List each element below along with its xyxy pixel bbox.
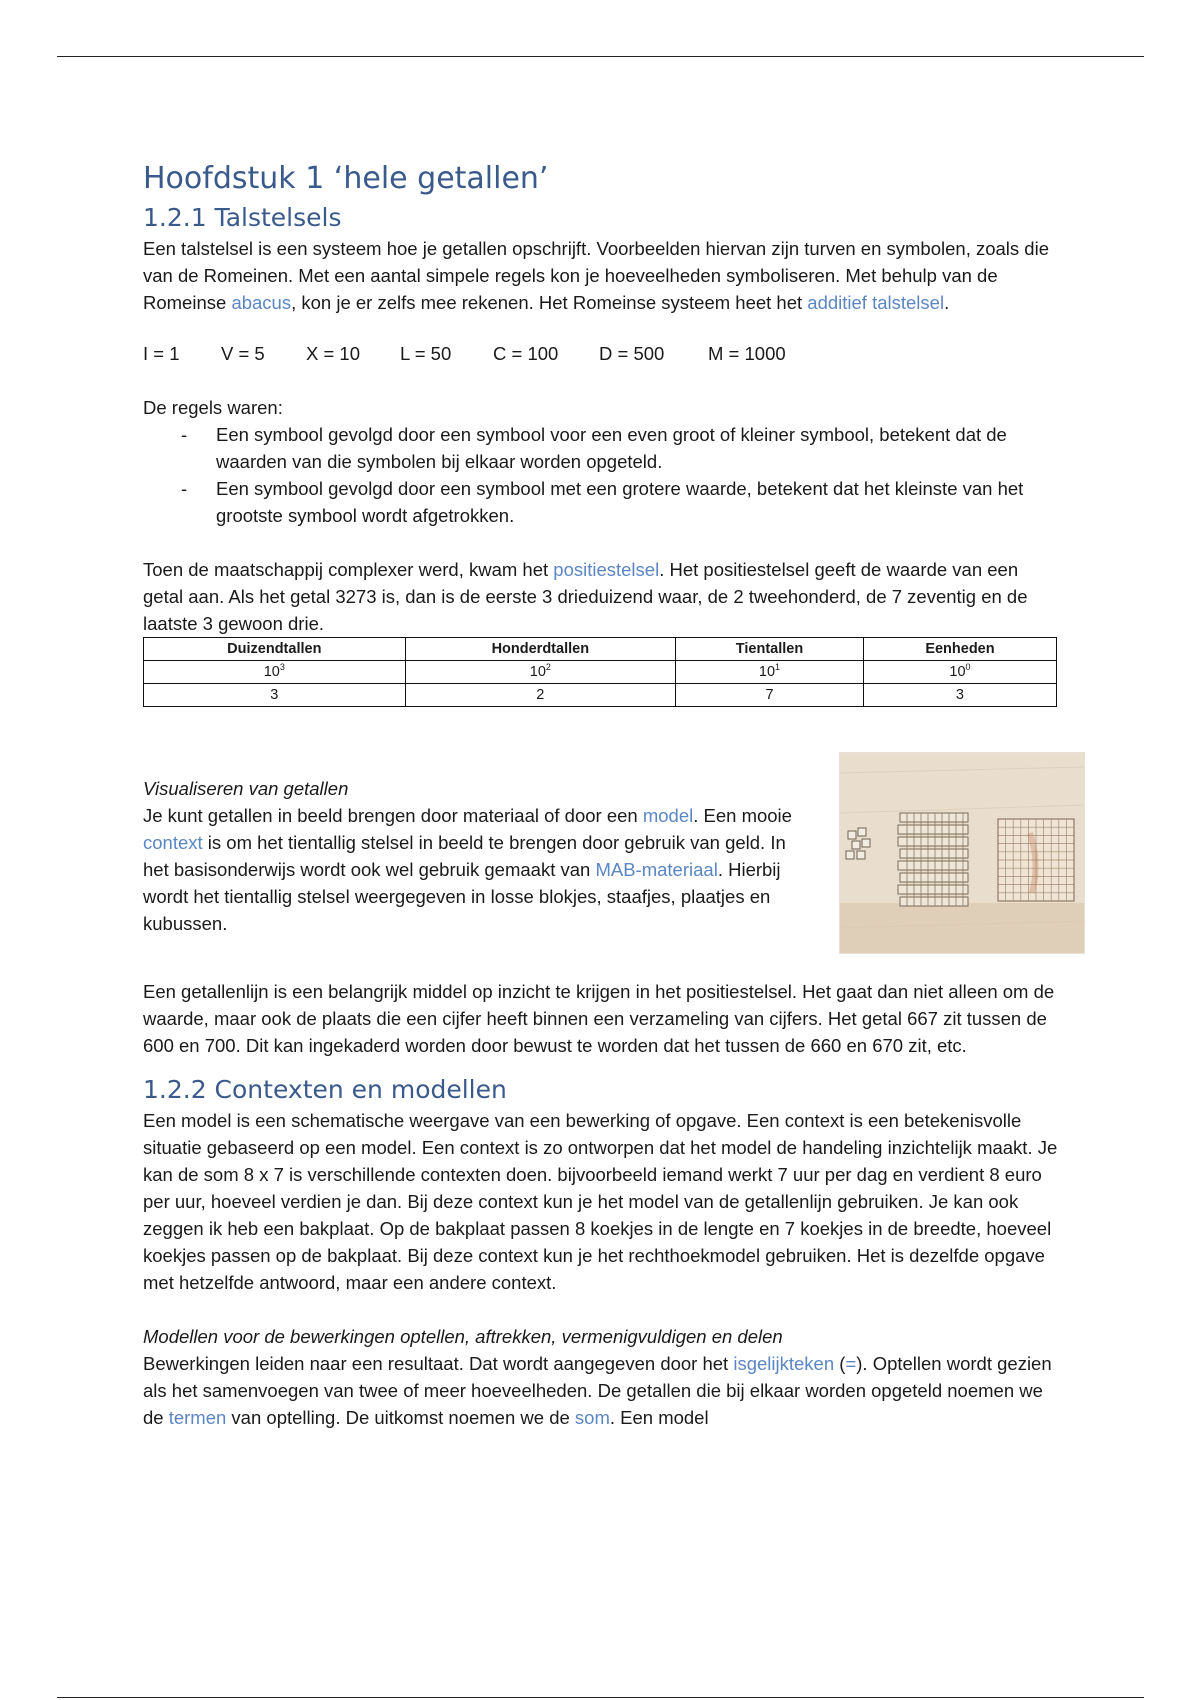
link-additief-talstelsel[interactable]: additief talstelsel [807, 292, 945, 313]
table-row [144, 684, 1057, 707]
rules-intro: De regels waren: [143, 397, 283, 418]
table-cell: $10^0$ [863, 661, 1056, 684]
link-abacus[interactable]: abacus [231, 292, 292, 313]
talstelsels-paragraph: Een talstelsel is een systeem hoe je getallen opschrijft. Voorbeelden hiervan zijn turven en symbolen, zoals die van de Romeinen. Met een aantal simpele regels kon je hoeveelheden symboliseren. Met behulp van de Romeinse abacus, kon je er zelfs mee rekenen. Het Romeinse systeem heet het additief talstelsel. [143, 238, 1049, 313]
visualiseren-paragraph: Je kunt getallen in beeld brengen door materiaal of door een model. Een mooie context is om het tientallig stelsel in beeld te brengen door gebruik van geld. In het basisonderwijs wordt ook wel gebruik gemaakt van MAB-materiaal. Hierbij wordt het tientallig stelsel weergegeven in losse blokjes, staafjes, plaatjes en kubussen. [143, 805, 792, 934]
link-model[interactable]: model [642, 805, 694, 826]
contexten-paragraph: Een model is een schematische weergave van een bewerking of opgave. Een context is een betekenisvolle situatie gebaseerd op een model. Een context is zo ontworpen dat het model de handeling inzichtelijk maakt. Je kan de som 8 x 7 is verschillende contexten doen. bijvoorbeeld iemand werkt 7 uur per dag en verdient 8 euro per uur, hoeveel verdien je dan. Bij deze context kun je het model van de getallenlijn gebruiken. Je kan ook zeggen ik heb een bakplaat. Op de bakplaat passen 8 koekjes in de lengte en 7 koekjes in de breedte, hoeveel koekjes passen op de bakplaat. Bij deze context kun je het rechthoekmodel gebruiken. Het is dezelfde opgave met hetzelfde antwoord, maar een andere context. [143, 1110, 1058, 1293]
table-header-cell: Tientallen [676, 638, 864, 661]
page-content [143, 160, 1063, 1431]
roman-numerals-row [143, 340, 1063, 367]
roman-value: M = 1000 [708, 343, 786, 364]
table-cell: 2 [405, 684, 675, 707]
roman-value: C = 100 [493, 343, 559, 364]
section-title-talstelsels: 1.2.1 Talstelsels [143, 203, 342, 232]
visualiseren-heading: Visualiseren van getallen [143, 778, 349, 799]
roman-value: X = 10 [306, 343, 361, 364]
footer-rule [57, 1697, 1144, 1698]
link-termen[interactable]: termen [168, 1407, 227, 1428]
place-value-table [143, 637, 1057, 707]
rule-item: - Een symbool gevolgd door een symbool voor een even groot of kleiner symbool, betekent dat de waarden van die symbolen bij elkaar worden opgeteld. [143, 421, 1063, 475]
link-positiestelsel[interactable]: positiestelsel [553, 559, 660, 580]
roman-value: I = 1 [143, 343, 180, 364]
table-cell: $10^1$ [676, 661, 864, 684]
table-cell: $10^2$ [405, 661, 675, 684]
modellen-heading: Modellen voor de bewerkingen optellen, aftrekken, vermenigvuldigen en delen [143, 1326, 783, 1347]
table-cell: 7 [676, 684, 864, 707]
table-header-row [144, 638, 1057, 661]
bewerkingen-paragraph: Bewerkingen leiden naar een resultaat. Dat wordt aangegeven door het isgelijkteken (=). Optellen wordt gezien als het samenvoegen van twee of meer hoeveelheden. De getallen die bij elkaar worden opgeteld noemen we de termen van optelling. De uitkomst noemen we de som. Een model [143, 1353, 1052, 1428]
chapter-title: Hoofdstuk 1 ‘hele getallen’ [143, 161, 549, 196]
link-mab-materiaal[interactable]: MAB-materiaal [595, 859, 718, 880]
getallenlijn-paragraph: Een getallenlijn is een belangrijk middel op inzicht te krijgen in het positiestelsel. Het gaat dan niet alleen om de waarde, maar ook de plaats die een cijfer heeft binnen een verzameling van cijfers. Het getal 667 zit tussen de 600 en 700. Dit kan ingekaderd worden door bewust te worden dat het tussen de 660 en 670 zit, etc. [143, 981, 1055, 1056]
visualiseren-text [143, 775, 813, 937]
table-cell: 3 [144, 684, 406, 707]
positiestelsel-paragraph: Toen de maatschappij complexer werd, kwam het positiestelsel. Het positiestelsel geeft de waarde van een getal aan. Als het getal 3273 is, dan is de eerste 3 drieduizend waar, de 2 tweehonderd, de 7 zeventig en de laatste 3 gewoon drie. [143, 559, 1028, 634]
table-cell: $10^3$ [144, 661, 406, 684]
visualiseren-section [143, 752, 1063, 952]
link-equals-sign[interactable]: = [845, 1353, 857, 1374]
link-context[interactable]: context [143, 832, 203, 853]
link-isgelijkteken[interactable]: isgelijkteken [733, 1353, 835, 1374]
table-header-cell: Eenheden [863, 638, 1056, 661]
header-rule [57, 56, 1144, 57]
table-row [144, 661, 1057, 684]
mab-materials-photo [839, 752, 1085, 954]
table-cell: 3 [863, 684, 1056, 707]
table-header-cell: Honderdtallen [405, 638, 675, 661]
rule-item: - Een symbool gevolgd door een symbool met een grotere waarde, betekent dat het kleinste van het grootste symbool wordt afgetrokken. [143, 475, 1063, 529]
roman-value: L = 50 [400, 343, 452, 364]
roman-value: D = 500 [599, 343, 665, 364]
section-title-contexten: 1.2.2 Contexten en modellen [143, 1075, 507, 1104]
table-header-cell: Duizendtallen [144, 638, 406, 661]
link-som[interactable]: som [574, 1407, 610, 1428]
mab-blocks-image [840, 753, 1084, 953]
rules-list [143, 421, 1063, 529]
roman-value: V = 5 [221, 343, 265, 364]
